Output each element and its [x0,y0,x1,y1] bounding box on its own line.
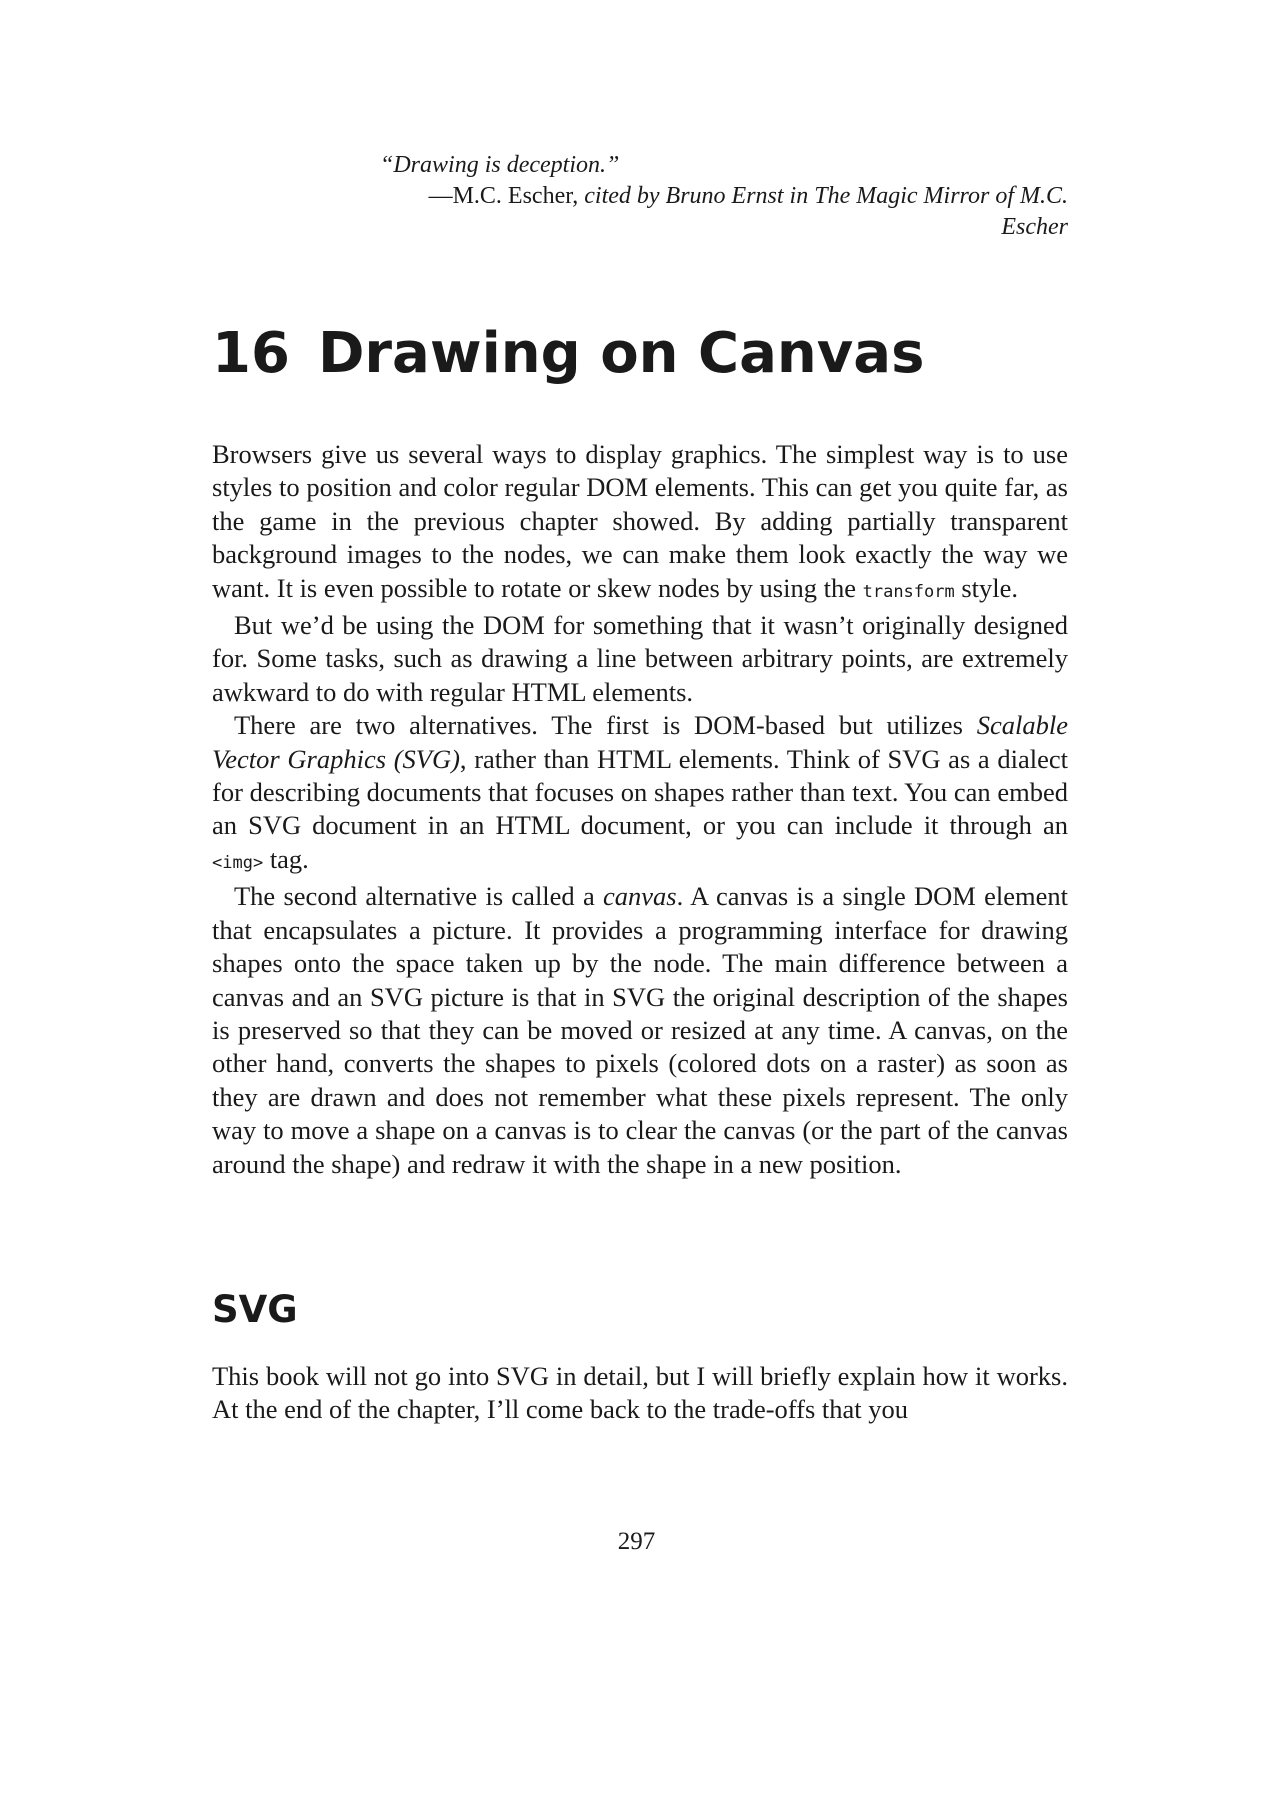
paragraph-4-end: . A canvas is a single DOM element that encapsulates a picture. It provides a programming interface for drawing shapes onto the space taken up by the node. The main difference between a canvas and an SVG picture is that in SVG the original description of the shapes is preserved so that they can be moved or resized at any time. A canvas, on the other hand, converts the shapes to pixels (colored dots on a raster) as soon as they are drawn and does not remember what these pixels represent. The only way to move a shape on a canvas is to clear the canvas (or the part of the canvas around the shape) and redraw it with the shape in a new position. [212,881,1069,1179]
section-title-svg: SVG [212,1288,298,1331]
paragraph-3 [212,709,1068,880]
paragraph-3-middle: , rather than HTML elements. Think of SVG as a dialect for describing documents that focuses on shapes rather than text. You can embed an SVG document in an HTML document, or you can include it through an [212,743,1068,841]
paragraph-1-end: style. [954,572,1019,603]
chapter-number: 16 [212,321,290,386]
canvas-term: canvas [603,881,677,912]
img-tag-code: <img> [212,852,264,873]
svg-section-text [212,1360,1068,1427]
epigraph-source: cited by Bruno Ernst in The Magic Mirror of M.C. Escher [584,183,1068,240]
transform-code: transform [862,581,955,602]
svg-term: Scalable Vector Graphics (SVG) [212,710,1068,774]
paragraph-4-text: The second alternative is called a [234,881,604,912]
epigraph-quote: “Drawing is deception.” [380,152,620,178]
svg-paragraph: This book will not go into SVG in detail, but I will briefly explain how it works. At the end of the chapter, I’ll come back to the trade-offs that you [212,1361,1068,1425]
chapter-title-text: Drawing on Canvas [317,321,925,386]
epigraph-attribution [380,181,1068,243]
epigraph-author: —M.C. Escher, [428,183,585,209]
paragraph-2: But we’d be using the DOM for something that it wasn’t originally designed for. Some tasks, such as drawing a line between arbitrary points, are extremely awkward to do with regular HTML elements. [212,610,1068,707]
paragraph-1-text: Browsers give us several ways to display graphics. The simplest way is to use styles to position and color regular DOM elements. This can get you quite far, as the game in the previous chapter showed. By adding partially transparent background images to the nodes, we can make them look exactly the way we want. It is even possible to rotate or skew nodes by using the [212,439,1068,603]
paragraph-1 [212,438,1068,609]
chapter-title [212,318,924,390]
paragraph-3-text: There are two alternatives. The first is DOM-based but utilizes [234,710,977,741]
chapter-intro-text [212,438,1068,1181]
epigraph [380,150,1068,243]
page-number: 297 [617,1528,656,1555]
paragraph-3-end: tag. [263,843,309,874]
paragraph-4 [212,880,1068,1181]
